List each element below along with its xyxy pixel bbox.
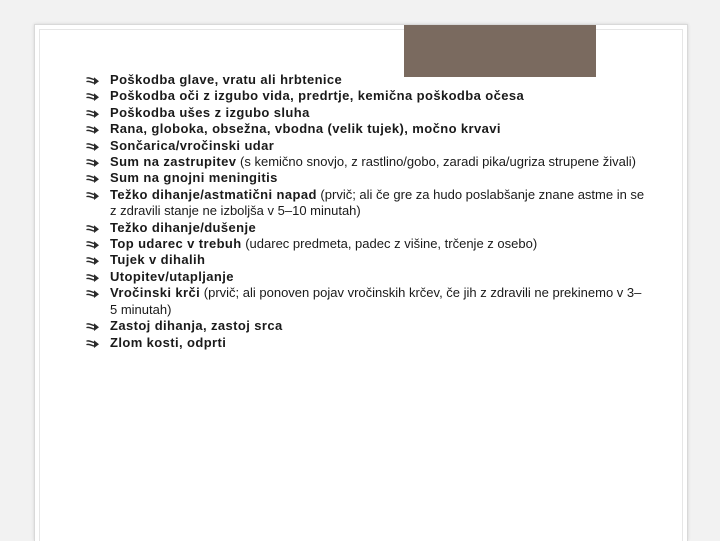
list-item (86, 88, 646, 104)
list-item (86, 335, 646, 351)
list-item (86, 170, 646, 186)
curved-arrow-bullet-icon (86, 125, 100, 135)
item-bold-text: Sončarica/vročinski udar (110, 137, 275, 153)
list-item (86, 236, 646, 252)
item-bold-text: Top udarec v trebuh (110, 236, 242, 252)
curved-arrow-bullet-icon (86, 322, 100, 332)
list-item (86, 121, 646, 137)
item-bold-text: Težko dihanje/astmatični napad (110, 186, 317, 202)
item-bold-text: Poškodba ušes z izgubo sluha (110, 104, 310, 120)
list-item (86, 318, 646, 334)
item-bold-text: Težko dihanje/dušenje (110, 219, 257, 235)
curved-arrow-bullet-icon (86, 174, 100, 184)
item-bold-text: Utopitev/utapljanje (110, 268, 234, 284)
list-item (86, 252, 646, 268)
item-detail-text: (s kemično snovjo, z rastlino/gobo, zaradi pika/ugriza strupene živali) (236, 154, 636, 170)
curved-arrow-bullet-icon (86, 92, 100, 102)
curved-arrow-bullet-icon (86, 224, 100, 234)
list-item (86, 72, 646, 88)
list-item (86, 285, 646, 318)
curved-arrow-bullet-icon (86, 240, 100, 250)
item-bold-text: Rana, globoka, obsežna, vbodna (velik tujek), močno krvavi (110, 121, 501, 137)
list-item (86, 105, 646, 121)
bullet-list (86, 72, 646, 351)
item-bold-text: Sum na zastrupitev (110, 154, 237, 170)
list-item (86, 269, 646, 285)
curved-arrow-bullet-icon (86, 158, 100, 168)
item-bold-text: Tujek v dihalih (110, 252, 206, 268)
item-detail-text: (udarec predmeta, padec z višine, trčenje z osebo) (241, 236, 538, 252)
item-bold-text: Zlom kosti, odprti (110, 334, 227, 350)
list-item (86, 220, 646, 236)
curved-arrow-bullet-icon (86, 339, 100, 349)
curved-arrow-bullet-icon (86, 191, 100, 201)
item-detail-text: (prvič; ali če gre za hudo poslabšanje znane astme in se z zdravili stanje ne izboljša v 5–10 minutah) (110, 186, 645, 219)
item-detail-text: (prvič; ali ponoven pojav vročinskih krčev, če jih z zdravili ne prekinemo v 3–5 minutah) (110, 285, 642, 317)
item-bold-text: Sum na gnojni meningitis (110, 170, 278, 186)
list-item (86, 187, 646, 220)
curved-arrow-bullet-icon (86, 76, 100, 86)
list-item (86, 138, 646, 154)
item-bold-text: Zastoj dihanja, zastoj srca (110, 318, 283, 334)
curved-arrow-bullet-icon (86, 142, 100, 152)
list-item (86, 154, 646, 170)
item-bold-text: Vročinski krči (110, 285, 201, 301)
curved-arrow-bullet-icon (86, 273, 100, 283)
curved-arrow-bullet-icon (86, 289, 100, 299)
curved-arrow-bullet-icon (86, 109, 100, 119)
item-bold-text: Poškodba glave, vratu ali hrbtenice (110, 72, 343, 87)
curved-arrow-bullet-icon (86, 256, 100, 266)
accent-bar (404, 25, 596, 77)
item-bold-text: Poškodba oči z izgubo vida, predrtje, kemična poškodba očesa (110, 88, 525, 104)
